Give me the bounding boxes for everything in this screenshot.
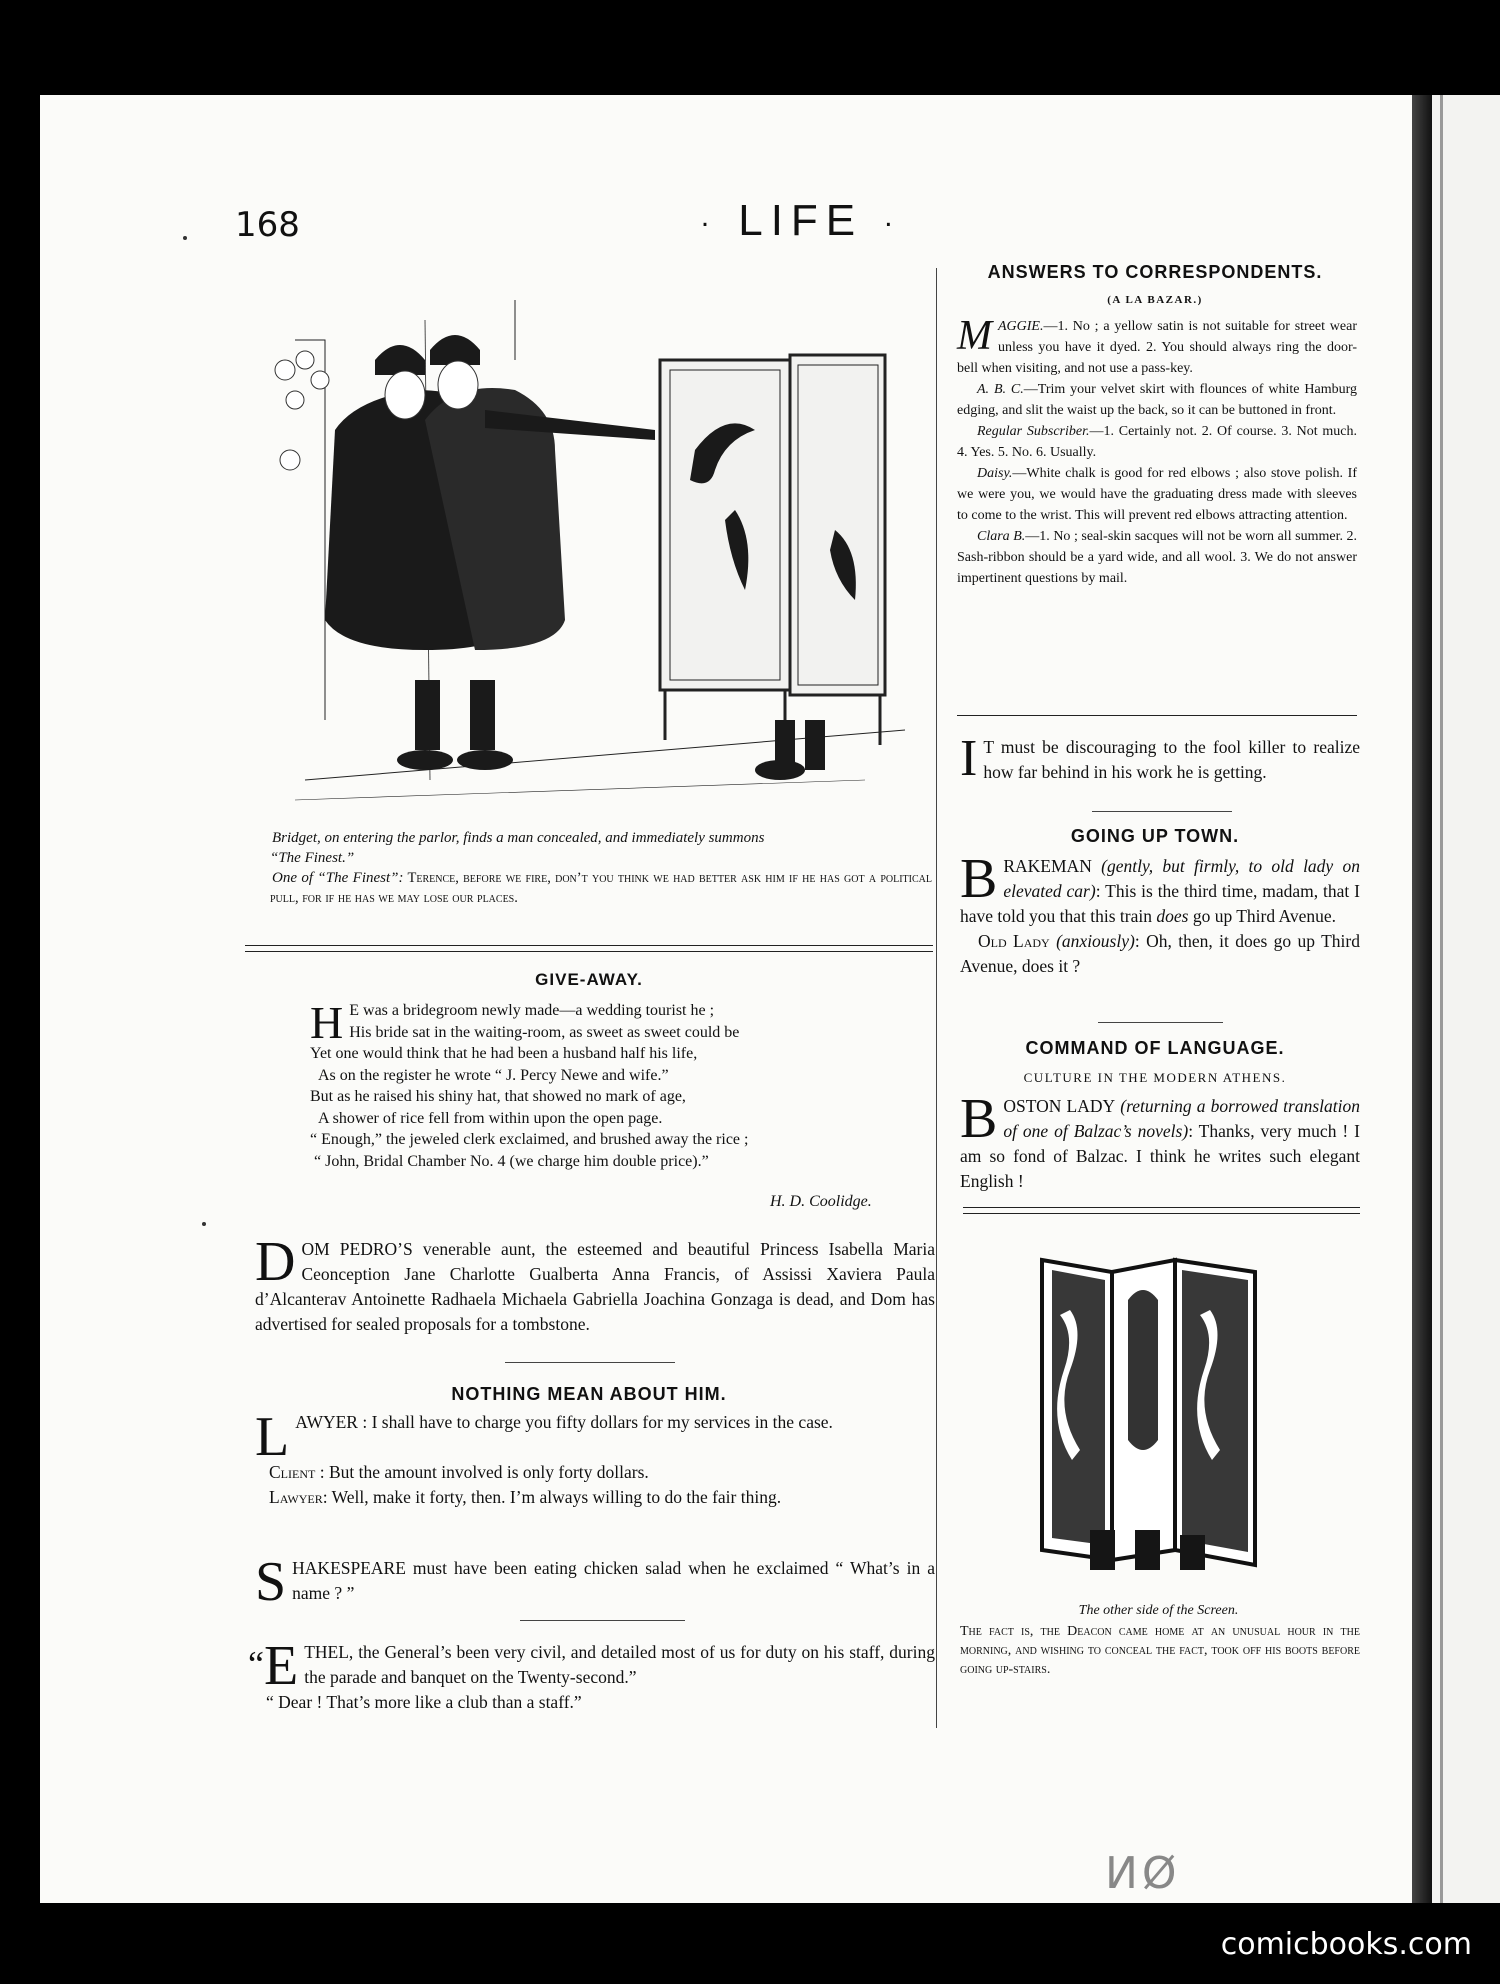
command-title: COMMAND OF LANGUAGE. (1025, 1038, 1285, 1058)
going-up-dropcap: B (960, 848, 998, 910)
caption-speech: Terence, before we fire, don’t you think we had better ask him if he has got a political pull, for if he has we may lose our places. (270, 870, 932, 906)
page-number: 168 (235, 205, 300, 245)
going-up-paragraph (960, 848, 1360, 979)
next-page-fold (1440, 95, 1443, 1903)
poem-line: “ Enough,” the jeweled clerk exclaimed, and brushed away the rice ; (310, 1131, 749, 1148)
lawyer-text: Well, make it forty, then. I’m always willing to do the fair thing. (327, 1487, 782, 1507)
clara-text: —1. No ; seal-skin sacques will not be worn all summer. 2. Sash-ribbon should be a yard wide, and all wool. 3. We do not answer impertinent questions by mail. (957, 529, 1357, 586)
poem-line: A shower of rice fell from within upon the open page. (318, 1109, 663, 1127)
ethel-reply: “ Dear ! That’s more like a club than a staff.” (266, 1692, 582, 1712)
right-caption-title (957, 1603, 1360, 1619)
daisy-name: Daisy. (977, 466, 1013, 481)
poem-line: E was a bridegroom newly made—a wedding tourist he ; (349, 1002, 715, 1019)
caption-speaker: One of “The Finest”: (272, 870, 404, 886)
old-lady-label: Old Lady (978, 931, 1050, 951)
old-lady-stage: (anxiously) (1049, 931, 1135, 951)
masthead-dot-right: · (883, 206, 902, 240)
command-dropcap: B (960, 1088, 998, 1150)
answers-body (957, 313, 1357, 589)
shakespeare-dropcap: S (255, 1551, 287, 1613)
brakeman-stage: (gently, but firmly, to old lady on elevated car) (1003, 856, 1360, 901)
give-away-poem (310, 997, 920, 1172)
fool-killer-dropcap: I (960, 730, 978, 787)
fool-killer-paragraph (960, 730, 1360, 787)
command-subtitle: CULTURE IN THE MODERN ATHENS. (1023, 1070, 1287, 1085)
lawyer-line: AWYER : I shall have to charge you fifty dollars for my services in the case. (295, 1412, 833, 1432)
right-caption-text: The fact is, the Deacon came home at an unusual hour in the morning, and wishing to conceal the fact, took off his boots before going up-stairs. (960, 1624, 1360, 1677)
old-lady-text: : Oh, then, it does go up Third Avenue, does it ? (960, 931, 1360, 976)
masthead-title: LIFE (738, 196, 864, 245)
client-label: Client : (269, 1462, 325, 1482)
dom-pedro-paragraph (255, 1231, 935, 1337)
column-rule (936, 268, 937, 1728)
daisy-text: —White chalk is good for red elbows ; also stove polish. If we were you, we would have the graduating dress made with sleeves to come to the wrist. This will prevent red elbows attracting attention. (957, 466, 1357, 523)
watermark-text: comicbooks.com (1220, 1927, 1472, 1962)
double-rule (245, 945, 933, 952)
short-rule (1098, 1022, 1223, 1023)
dom-pedro-text: OM PEDRO’S venerable aunt, the esteemed and beautiful Princess Isabella Maria Ceonception Jane Charlotte Gualberta Anna Francis, of Assissi Xaviera Paula d’Alcanterav Antoinette Radhaela Michaela Gabriella Joachina Gonzaga is dead, and Dom has advertised for sealed proposals for a tombstone. (255, 1239, 935, 1334)
nothing-mean-paragraph (255, 1406, 935, 1510)
maggie-text: —1. No ; a yellow satin is not suitable for street wear unless you have it dyed. 2. You should always ring the door-bell when visiting, and not use a pass-key. (957, 319, 1357, 376)
poem-line: “ John, Bridal Chamber No. 4 (we charge him double price).” (314, 1152, 709, 1170)
clara-name: Clara B. (977, 529, 1026, 544)
brakeman-text-2: go up Third Avenue. (1188, 906, 1337, 926)
lawyer-label: Lawyer: (269, 1487, 328, 1507)
poem-line: His bride sat in the waiting-room, as sweet as sweet could be (349, 1023, 740, 1041)
poem-line: But as he raised his shiny hat, that showed no mark of age, (310, 1088, 686, 1105)
ethel-paragraph (248, 1635, 935, 1715)
short-rule (505, 1362, 675, 1363)
screen-with-boots-illustration (1030, 1240, 1290, 1570)
caption-line-1: Bridget, on entering the parlor, finds a man concealed, and immediately summons (272, 830, 765, 846)
give-away-dropcap: H (310, 997, 344, 1048)
ethel-quote: “ (248, 1644, 264, 1684)
regular-name: Regular Subscriber. (977, 424, 1090, 439)
abc-name: A. B. C. (977, 382, 1024, 397)
give-away-title: GIVE-AWAY. (535, 970, 643, 989)
masthead-dot-left: · (700, 206, 718, 240)
give-away-author: H. D. Coolidge. (770, 1193, 872, 1210)
watermark-bar (0, 1904, 1500, 1984)
book-spine (1412, 95, 1432, 1903)
abc-text: —Trim your velvet skirt with flounces of white Hamburg edging, and slit the waist up the back, so it can be buttoned in front. (957, 382, 1357, 418)
right-caption-title-text: The other side of the Screen. (1078, 1603, 1239, 1618)
brakeman-text: : This is the third time, madam, that I have told you that this train (960, 881, 1360, 926)
masthead (700, 196, 901, 246)
regular-text: —1. Certainly not. 2. Of course. 3. Not much. 4. Yes. 5. No. 6. Usually. (957, 424, 1357, 460)
nothing-mean-title: NOTHING MEAN ABOUT HIM. (451, 1384, 727, 1404)
shakespeare-text: HAKESPEARE must have been eating chicken salad when he exclaimed “ What’s in a name ? ” (292, 1558, 935, 1603)
poem-line: As on the register he wrote “ J. Percy Newe and wife.” (318, 1066, 669, 1084)
answers-subtitle: (A LA BAZAR.) (1107, 294, 1203, 306)
brakeman-does: does (1156, 906, 1189, 926)
brakeman-label: RAKEMAN (1003, 856, 1092, 876)
double-rule (963, 1207, 1360, 1214)
answers-title: ANSWERS TO CORRESPONDENTS. (987, 262, 1323, 282)
margin-dot (183, 236, 187, 240)
boston-lady-stage: (returning a borrowed translation of one of Balzac’s novels) (1003, 1096, 1360, 1141)
margin-dot (202, 1222, 206, 1226)
maggie-dropcap: M (957, 313, 992, 359)
going-up-title: GOING UP TOWN. (1070, 826, 1240, 846)
rule (957, 715, 1357, 716)
short-rule (520, 1620, 685, 1621)
nothing-mean-dropcap: L (255, 1406, 290, 1468)
short-rule (1092, 811, 1232, 812)
ethel-text: THEL, the General’s been very civil, and detailed most of us for duty on his staff, during the parade and banquet on the Twenty-second.” (304, 1642, 935, 1687)
boston-lady-label: OSTON LADY (1003, 1096, 1116, 1116)
command-paragraph (960, 1088, 1360, 1194)
shakespeare-paragraph (255, 1551, 935, 1613)
top-illustration-caption (270, 828, 932, 908)
ethel-dropcap: E (263, 1635, 299, 1697)
client-text: But the amount involved is only forty dollars. (324, 1462, 649, 1482)
fool-killer-text: T must be discouraging to the fool killer to realize how far behind in his work he is getting. (983, 737, 1360, 782)
police-officers-screen-illustration (265, 300, 935, 825)
maggie-name: AGGIE. (998, 319, 1044, 334)
poem-line: Yet one would think that he had been a husband half his life, (310, 1045, 698, 1062)
dom-pedro-dropcap: D (255, 1231, 296, 1293)
boston-lady-text: : Thanks, very much ! I am so fond of Balzac. I think he writes such elegant English ! (960, 1121, 1360, 1191)
caption-line-1b: “The Finest.” (270, 850, 355, 866)
pencil-mark: ИØ (1105, 1848, 1181, 1899)
